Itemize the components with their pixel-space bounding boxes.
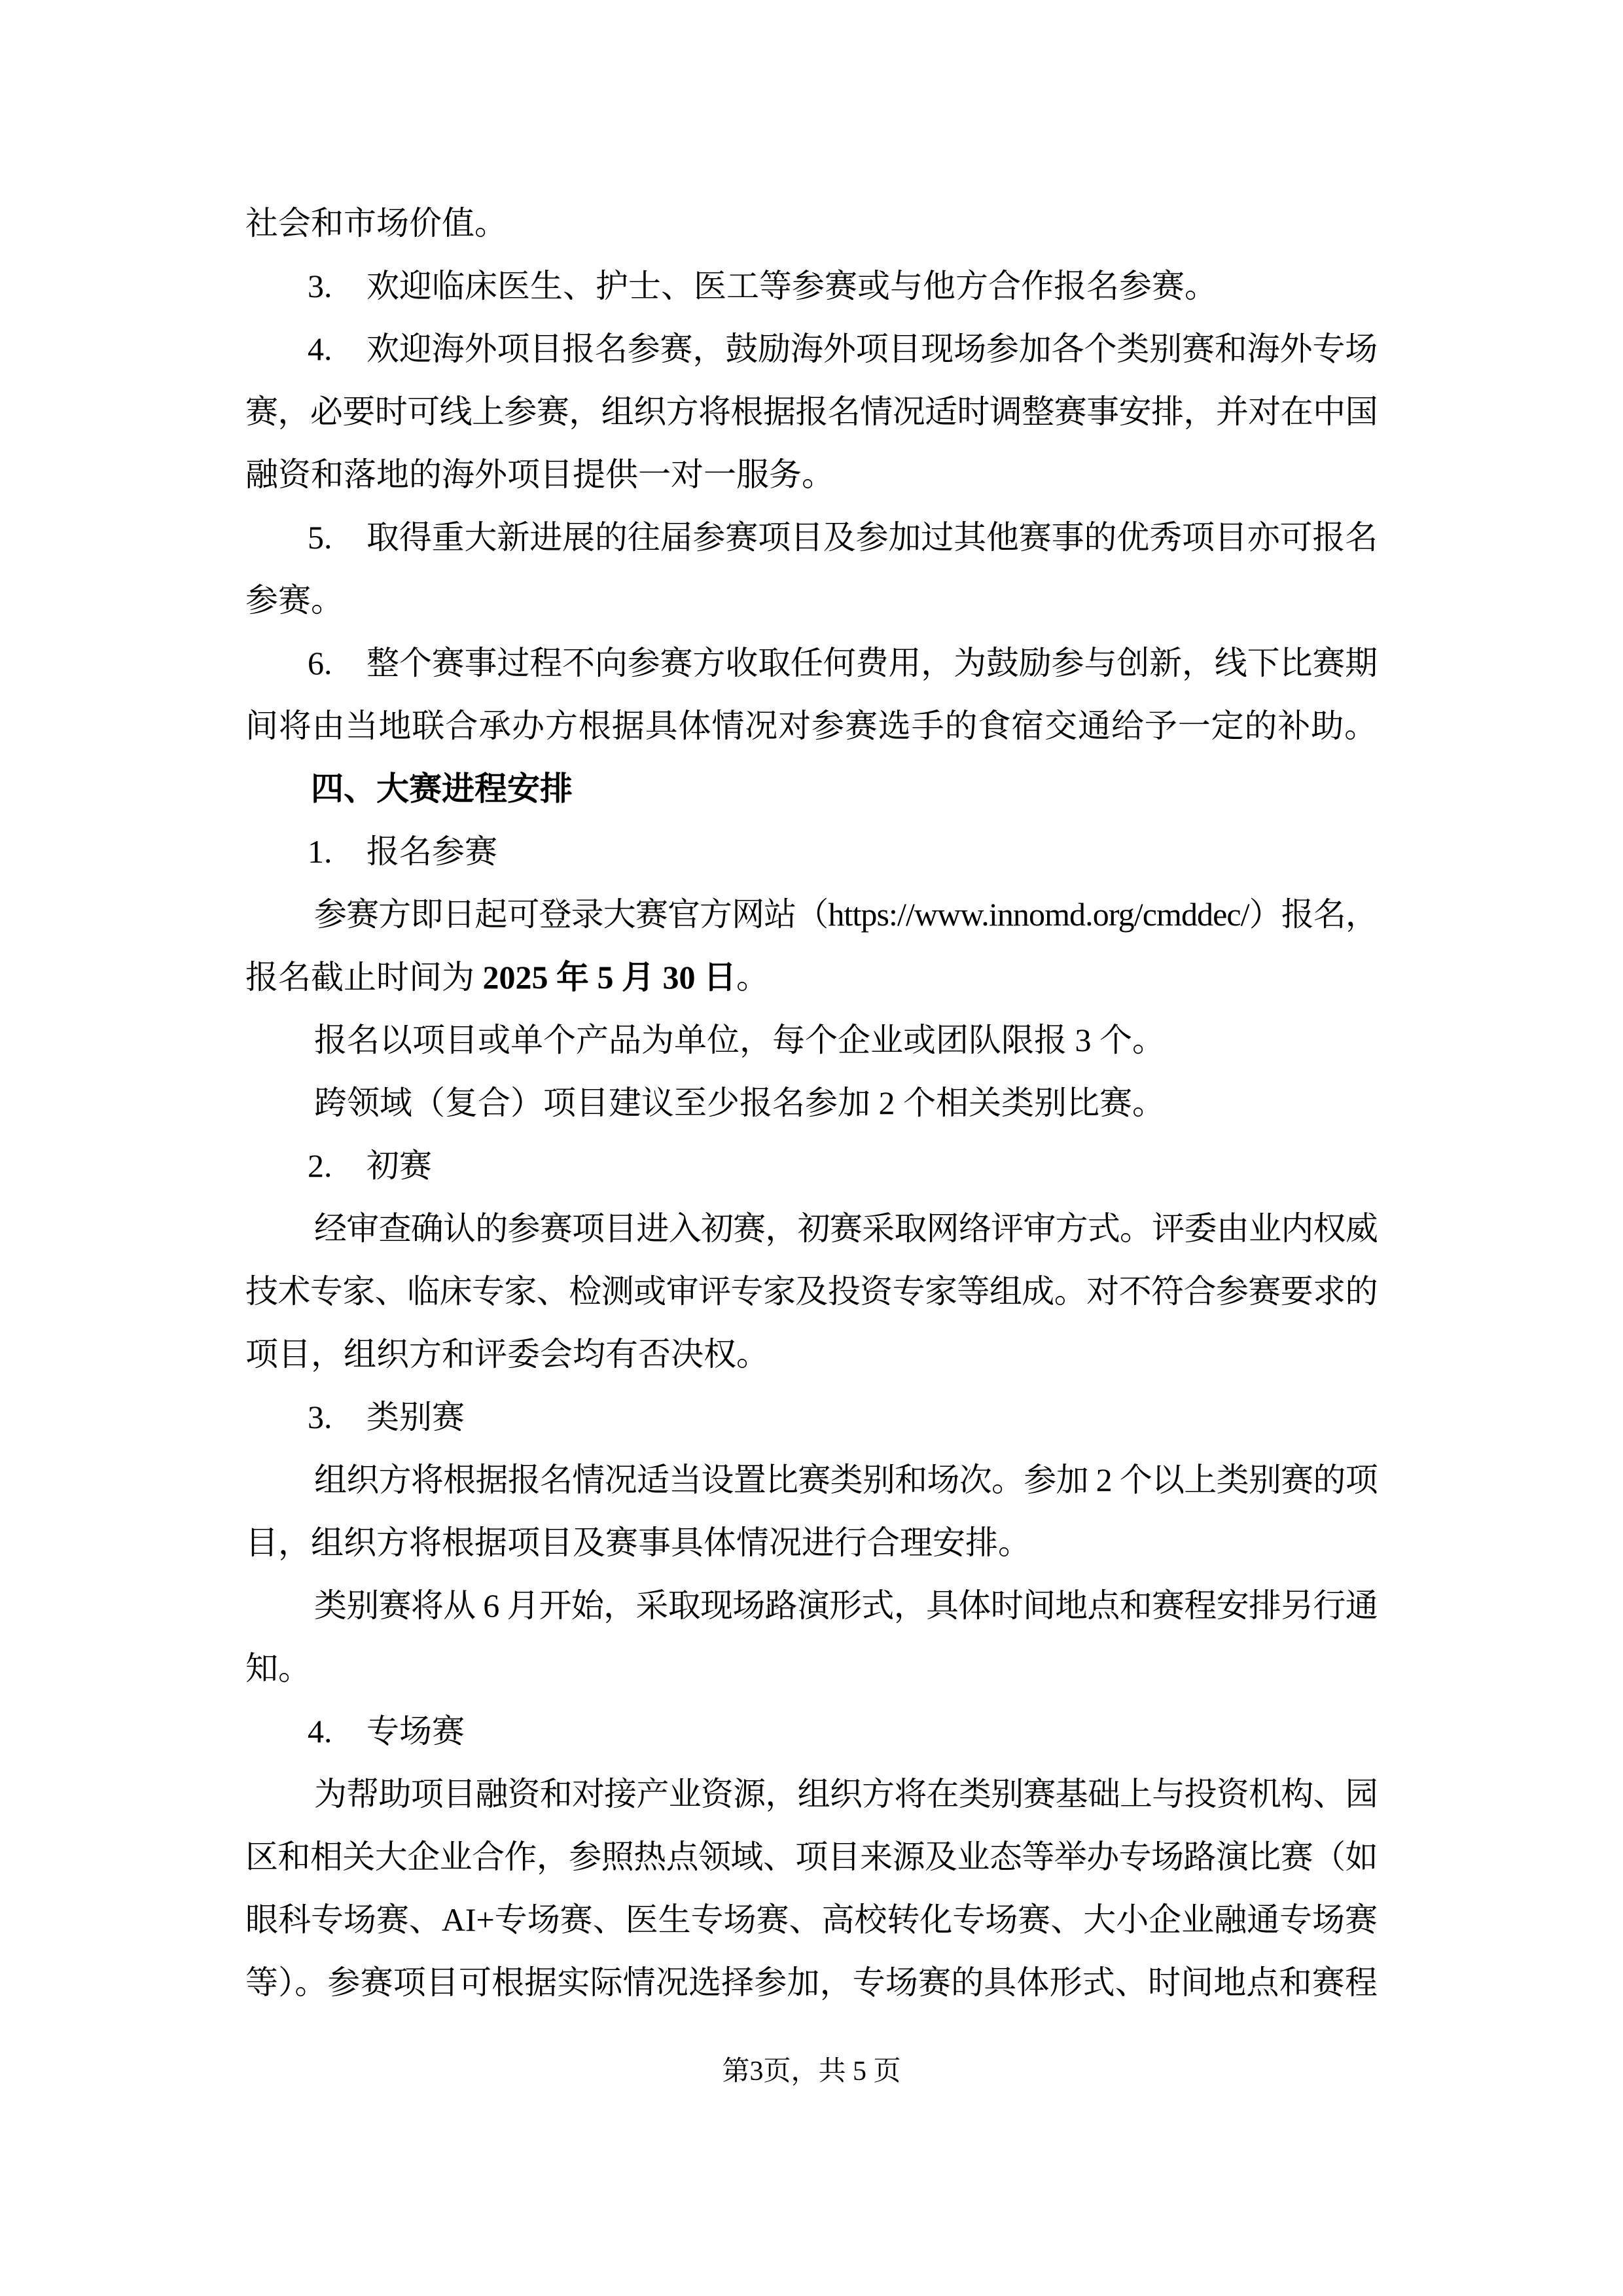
line-text: 区和相关大企业合作，参照热点领域、项目来源及业态等举办专场路演比赛（如	[245, 1839, 1378, 1875]
line-text: 知。	[245, 1650, 311, 1687]
body-line	[245, 1197, 1378, 1260]
body-line	[245, 632, 1378, 694]
line-text: 为帮助项目融资和对接产业资源，组织方将在类别赛基础上与投资机构、园	[314, 1776, 1378, 1812]
line-text: 项目，组织方和评委会均有否决权。	[245, 1336, 769, 1372]
body-line	[245, 1700, 1378, 1763]
body-line	[245, 1134, 1378, 1197]
line-text: 取得重大新进展的往届参赛项目及参加过其他赛事的优秀项目亦可报名	[366, 519, 1378, 556]
line-text: 间将由当地联合承办方根据具体情况对参赛选手的食宿交通给予一定的补助。	[245, 708, 1378, 744]
list-number: 4.	[308, 1713, 332, 1749]
body-line	[245, 1009, 1378, 1071]
body-line	[245, 380, 1378, 443]
body-line	[245, 946, 1378, 1009]
body-line	[245, 317, 1378, 380]
list-number: 3.	[308, 1399, 332, 1435]
line-text: 参赛。	[245, 582, 344, 619]
list-number: 1.	[308, 833, 332, 870]
body-line	[245, 694, 1378, 757]
body-line	[245, 1825, 1378, 1888]
line-text: 类别赛将从 6 月开始，采取现场路演形式，具体时间地点和赛程安排另行通	[314, 1587, 1378, 1624]
line-text: 报名以项目或单个产品为单位，每个企业或团队限报 3 个。	[314, 1022, 1165, 1058]
body-line	[245, 1323, 1378, 1386]
line-text: 跨领域（复合）项目建议至少报名参加 2 个相关类别比赛。	[314, 1085, 1165, 1121]
line-text: 社会和市场价值。	[245, 205, 507, 242]
line-text: 组织方将根据报名情况适当设置比赛类别和场次。参加 2 个以上类别赛的项	[314, 1462, 1378, 1498]
line-text: 类别赛	[366, 1399, 465, 1435]
page-footer: 第3页，共 5 页	[722, 2056, 901, 2087]
list-number: 3.	[308, 268, 332, 304]
body-line	[245, 1763, 1378, 1825]
line-text: 等）。参赛项目可根据实际情况选择参加，专场赛的具体形式、时间地点和赛程	[245, 1964, 1378, 2001]
line-text: 报名参赛	[366, 833, 497, 870]
body-line	[245, 192, 1378, 255]
line-text: 四、大赛进程安排	[311, 770, 573, 807]
body-line	[245, 1511, 1378, 1574]
list-number: 6.	[308, 645, 332, 681]
line-text: 欢迎临床医生、护士、医工等参赛或与他方合作报名参赛。	[366, 268, 1217, 304]
document-body	[245, 192, 1378, 2014]
line-text: 专场赛	[366, 1713, 465, 1749]
line-text: 技术专家、临床专家、检测或审评专家及投资专家等组成。对不符合参赛要求的	[245, 1273, 1378, 1310]
line-text: 赛，必要时可线上参赛，组织方将根据报名情况适时调整赛事安排，并对在中国	[245, 393, 1378, 430]
body-line	[245, 569, 1378, 632]
body-line	[245, 1637, 1378, 1700]
line-text: 融资和落地的海外项目提供一对一服务。	[245, 456, 834, 493]
line-text: 整个赛事过程不向参赛方收取任何费用，为鼓励参与创新，线下比赛期	[366, 645, 1378, 681]
list-number: 4.	[308, 331, 332, 367]
body-line	[245, 820, 1378, 883]
body-line	[245, 1888, 1378, 1951]
line-text: 初赛	[366, 1147, 432, 1184]
line-text: 欢迎海外项目报名参赛，鼓励海外项目现场参加各个类别赛和海外专场	[366, 331, 1378, 367]
list-number: 2.	[308, 1147, 332, 1184]
body-line	[245, 1448, 1378, 1511]
body-line	[245, 1951, 1378, 2014]
line-text: 经审查确认的参赛项目进入初赛，初赛采取网络评审方式。评委由业内权威	[314, 1210, 1378, 1247]
list-number: 5.	[308, 519, 332, 556]
line-text: 参赛方即日起可登录大赛官方网站（https://www.innomd.org/cmddec/）报名，	[314, 896, 1378, 933]
line-text: 眼科专场赛、AI+专场赛、医生专场赛、高校转化专场赛、大小企业融通专场赛	[245, 1901, 1378, 1938]
body-line	[245, 1260, 1378, 1323]
body-line	[245, 1386, 1378, 1448]
body-line	[245, 1574, 1378, 1637]
section-heading	[245, 757, 1378, 820]
body-line	[245, 883, 1378, 946]
body-line	[245, 255, 1378, 317]
line-text: 目，组织方将根据项目及赛事具体情况进行合理安排。	[245, 1524, 1031, 1561]
body-line	[245, 1071, 1378, 1134]
body-line	[245, 506, 1378, 569]
body-line	[245, 443, 1378, 506]
line-text: 报名截止时间为 2025 年 5 月 30 日。	[245, 959, 769, 996]
